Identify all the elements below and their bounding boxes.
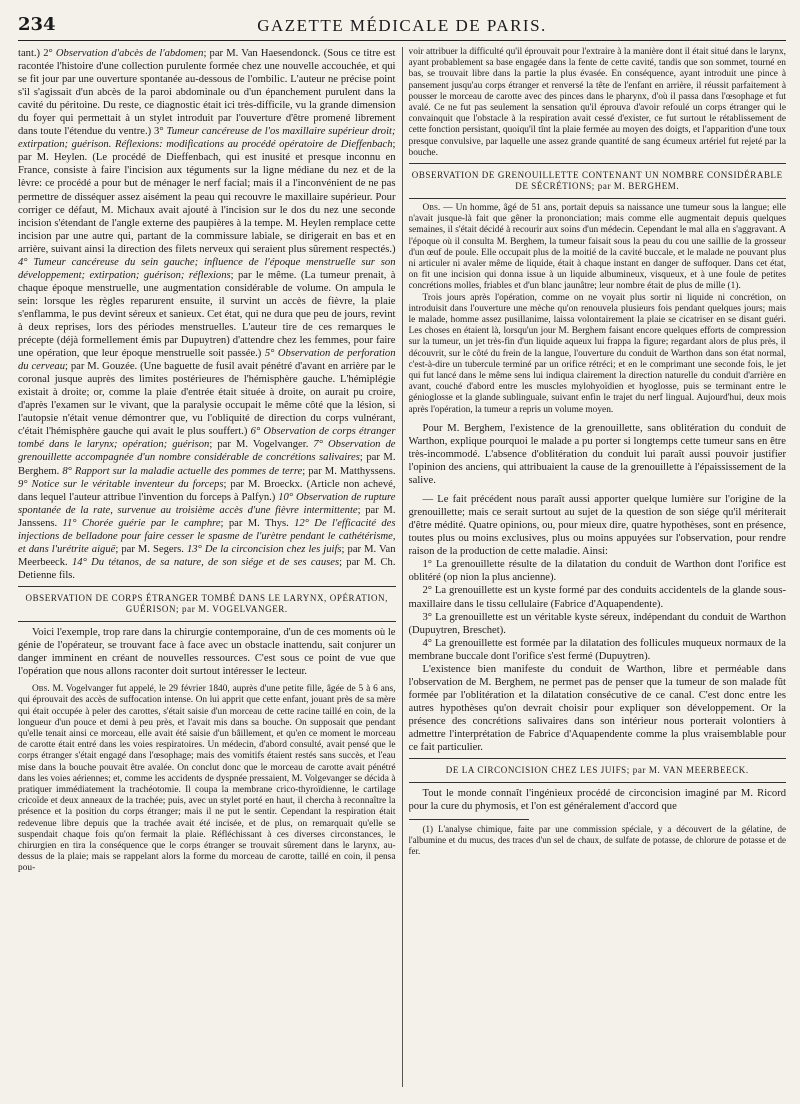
commentary-paragraph: Pour M. Berghem, l'existence de la grenouillette, sans oblitération du conduit de Warthon, explique pourquoi le malade a pu porter si longtemps cette tumeur sans en être très-incommodé. L'absence d'oblitération du conduit lui paraît aussi pouvoir justifier l'opinion des anciens, qui attribuaient la cause de la grenouillette à l'épaississement de la salive. (408, 422, 786, 487)
footnote-rule (409, 819, 529, 820)
observation-paragraph: Obs. — Un homme, âgé de 51 ans, portait depuis sa naissance une tumeur sous la langue; elle n'avait jusque-là fait que gêner la prononciation; mais comme elle augmentait depuis quelques semaines, il s'était décidé à recourir aux soins d'un médecin. Cependant le mal alla en s'aggravant. A l'époque où il consulta M. Berghem, la tumeur faisait sous la peau du cou une saillie de la grosseur d'un œuf de poule. Elle occupait plus de la moitié de la cavité buccale, et le malade ne pouvant plus ni articuler ni avaler même de liquide, était à chaque instant en danger de suffoquer. Dans cet état, on fit une incision qui donna issue à un liquide albumineux, visqueux, et à une foule de petites concrétions molles, friables et d'un blanc jaunâtre; leur nombre était de plus de mille (1). (408, 203, 786, 292)
article-summary-list: tant.) 2° Observation d'abcès de l'abdomen; par M. Van Haesendonck. (Sous ce titre est racontée l'histoire d'une collection purulente formée chez une nouvelle accouchée, et qui se fit jour par une ouverture spontanée au-dessous de l'ombilic. L'auteur ne précise point s'il s'agissait d'un abcès de la paroi abdominale ou d'un épanchement purulent dans la cavité du péritoine. Du reste, ce diagnostic était ici très-difficile, vu la grande dimension du foyer qui permettait à un stylet introduit par l'ouverture d'être promené librement dans toute l'étendue du ventre.) 3° Tumeur cancéreuse de l'os maxillaire supérieur droit; extirpation; guérison. Réflexions: modifications au procédé opératoire de Dieffenbach; par M. Heylen. (Le procédé de Dieffenbach, qui est inusité et presque inconnu en France, consiste à faire l'incision aux téguments sur la ligne médiane du nez et de la lèvre: ce procédé a pour but de ménager le nerf facial; mais il a l'inconvénient de ne pas permettre de disséquer assez aisément la peau qui recouvre le maxillaire supérieur. Pour corriger ce défaut, M. Michaux avait ajouté à l'incision sur le dos du nez une seconde incision s'étendant de l'angle externe des paupières à la tempe. M. Heylen remplace cette incision par une autre qui, partant de la commissure labiale, se dirigerait en bas et en arrière, suivant ainsi la direction des filets nerveux qui seraient plus sûrement respectés.) 4° Tumeur cancéreuse du sein gauche; influence de l'époque menstruelle sur son développement; extirpation; guérison; réflexions; par le même. (La tumeur prenait, à chaque époque menstruelle, une augmentation considérable de volume. On ampula le sein: lorsque les règles reparurent ensuite, il survint un accès de fièvre, la plaie s'enflamma, le pus devint séreux et sanieux. Cet état, qui ne dura que peu de jours, revint à deux reprises, lors des périodes menstruelles. L'auteur tire de ces remarques le précepte (déjà formellement émis par Dupuytren) d'attendre chez les femmes, pour faire une opération, que leur époque menstruelle soit passée.) 5° Observation de perforation du cerveau; par M. Gouzée. (Une baguette de fusil avait pénétré d'avant en arrière par le coronal jusque auprès des limites postérieures de l'hémisphère gauche. L'hémiplégie existait à droite; or, comme la plaie d'entrée était située à droite, on aurait pu croire, d'après l'examen sur le vivant, que la paralysie occupait le même côté que la lésion, si l'autopsie n'était venue démontrer que, vu l'obliquité de direction du corps vulnérant, c'était l'hémisphère gauche qui avait le plus souffert.) 6° Observation de corps étranger tombé dans le larynx; opération; guérison; par M. Vogelvanger. 7° Observation de grenouillette accompagnée d'un nombre considérable de concrétions salivaires; par M. Berghem. 8° Rapport sur la maladie actuelle des pommes de terre; par M. Matthyssens. 9° Notice sur le véritable inventeur du forceps; par M. Broeckx. (Article non achevé, dans lequel l'auteur attribue l'invention du forceps à Palfyn.) 10° Observation de rupture spontanée de la rate, survenue au troisième accès d'une fièvre intermittente; par M. Janssens. 11° Chorée guérie par le camphre; par M. Thys. 12° De l'efficacité des injections de belladone pour faire cesser le spasme de l'urètre pendant le cathétérisme, et dans l'urétrite aiguë; par M. Segers. 13° De la circoncision chez les juifs; par M. Van Meerbeeck. 14° Du tétanos, de sa nature, de son siége et de ses causes; par M. Ch. Detienne fils. (18, 48, 396, 581)
section-divider (409, 782, 787, 783)
commentary-paragraph: — Le fait précédent nous paraît aussi apporter quelque lumière sur l'origine de la grenouillette; mais ce serait surtout au sujet de la question de son siége qu'il mériterait d'être médité. Quatre opinions, ou, pour mieux dire, quatre hypothèses, sont en présence, toutes plus ou moins exclusives, plus ou moins appuyées sur l'observation, pour rendre raison de la production de cette maladie. Ainsi: (408, 494, 786, 558)
commentary-paragraph: L'existence bien manifeste du conduit de Warthon, libre et perméable dans l'observation de M. Berghem, ne permet pas de penser que la tumeur de son malade fût formée par l'oblitération et la dilatation consécutive de ce canal. C'est donc entre les autres hypothèses qu'on devrait choisir pour expliquer son développement. Or la présence des concrétions salivaires dans son intérieur nous porterait volontiers à admettre l'interprétation de Fabrice d'Aquapendente comme la plus vraisemblable pour ce fait particulier. (408, 663, 786, 754)
observation-paragraph: Trois jours après l'opération, comme on ne voyait plus sortir ni liquide ni concrétion, on introduisit dans l'ouverture une mèche qu'on renouvela plusieurs fois pendant quelques jours; mais le malade, homme assez pusillanime, laissa volontairement la plaie se cicatriser en se disant guéri. Les choses en étaient là, lorsqu'un jour M. Berghem faisant encore quelques efforts de compression sur la tumeur, un jet très-fin d'un liquide aqueux lui frappa la figure; regardant alors de plus près, il découvrit, sur le côté du frein de la langue, l'ouverture du conduit de Warthon dans son état normal, c'est-à-dire un tubercule terminé par un orifice rétréci; et en le comprimant une seconde fois, le jet qui fut lancé dans le même sens lui indiqua clairement la direction naturelle du conduit d'arrière en avant, couché d'abord entre les muscles mylohyoïdien et hyoglosse, puis se terminant entre le génioglosse et la glande sublinguale, suivant enfin le trajet du nerf lingual. Aujourd'hui, deux mois après l'opération, la tumeur a repris un volume moyen. (408, 292, 786, 415)
left-column (18, 47, 403, 1087)
section-divider (409, 198, 787, 199)
section-heading-grenouillette: OBSERVATION DE GRENOUILLETTE CONTENANT UN NOMBRE CONSIDÉRABLE DE SÉCRÉTIONS; par M. BERGHEM. (411, 170, 783, 192)
footnote: (1) L'analyse chimique, faite par une commission spéciale, y a découvert de la gélatine, de l'albumine et du mucus, des traces d'un sel de chaux, de sulfate de potasse, de chlorure de potasse et de fer. (408, 824, 786, 857)
hypothesis-item: 2° La grenouillette est un kyste formé par des conduits accidentels de la glande sous-maxillaire dans le tissu cellulaire (Fabrice d'Aquapendente). (408, 585, 786, 610)
right-column (409, 47, 787, 1087)
section-heading-foreign-body: OBSERVATION DE CORPS ÉTRANGER TOMBÉ DANS LE LARYNX, OPÉRATION, GUÉRISON; par M. VOGELVANGER. (25, 592, 388, 614)
section-heading-circumcision: DE LA CIRCONCISION CHEZ LES JUIFS; par M. VAN MEERBEECK. (445, 765, 749, 776)
observation-paragraph: Obs. M. Vogelvanger fut appelé, le 29 février 1840, auprès d'une petite fille, âgée de 5 à 6 ans, qui éprouvait des accès de suffocation intense. On lui apprit que cette enfant, jouant près de sa mère qui était occupée à peler des carottes, s'était saisie d'un morceau de cette racine taillé en coin, de la longueur d'un pouce et demi à peu près, et l'avait mis dans sa bouche. On supposait que pendant qu'elle tenait ainsi ce morceau, elle avait été saisie d'un bâillement, et qu'en ce moment le morceau de carotte était entré dans les voies respiratoires. Un médecin, d'abord consulté, avait pensé que le corps étranger s'était engagé dans l'œsophage; mais des vomitifs étaient restés sans succès, et l'eau mise dans la bouche pouvait être avalée. On conclut donc que le morceau de carotte avait pénétré dans les voies aériennes; et, comme les accidents de dyspnée pressaient, M. Volgevanger se décida à pratiquer immédiatement la trachéotomie. Il coupa la membrane crico-thyroïdienne, le cartilage cricoïde et deux anneaux de la trachée; puis, avec un stylet porté en haut, il chercha à reconnaître la présence et la position du corps étranger; mais il ne put le sentir. Cependant la respiration était redevenue libre depuis que la trachée avait été incisée, et de plus, on remarquait qu'elle se suspendait chaque fois qu'on fermait la plaie. Réfléchissant à ces diverses circonstances, le chirurgien en tira la conséquence que le corps étranger se trouvait sûrement dans le larynx, au-dessus de la plaie; mais se rappelant alors la forme du morceau de carotte, taillé en coin, il pensa pou- (18, 684, 396, 874)
page-header (18, 14, 786, 41)
journal-title: GAZETTE MÉDICALE DE PARIS. (257, 16, 547, 35)
hypothesis-item: 3° La grenouillette est un véritable kyste séreux, indépendant du conduit de Warthon (Dupuytren, Breschet). (408, 611, 786, 636)
columns (18, 47, 786, 1087)
section-divider (18, 621, 396, 622)
observation-continued: voir attribuer la difficulté qu'il éprouvait pour l'extraire à la manière dont il était situé dans le larynx, ayant probablement sa base engagée dans la fente de cette cavité, tandis que son sommet, tourné en bas, se trouvait libre dans la partie la plus évasée. En conséquence, ayant introduit une pince à pansement jusqu'au corps étranger et renversé la tête de l'enfant en arrière, il réussit parfaitement à pousser le morceau de carotte avec des pinces dans le pharynx, d'où il passa dans l'œsophage et fut avalé. Ce ne fut pas seulement la sensation qu'il éprouva d'avoir refoulé un corps étranger qui le convainquit que l'obstacle à la respiration avait cessé d'exister, ce fut surtout le rétablissement de cette fonction persistant, quoiqu'il tînt la plaie fermée au moyen des doigts, et l'apparition d'une toux presque convulsive, par laquelle une assez grande quantité de sang écumeux artériel fut rejeté par la bouche. (408, 47, 786, 158)
hypothesis-item: 4° La grenouillette est formée par la dilatation des follicules muqueux normaux de la membrane buccale dont l'orifice s'est fermé (Dupuytren). (408, 637, 786, 662)
intro-paragraph: Voici l'exemple, trop rare dans la chirurgie contemporaine, d'un de ces moments où le génie de l'opérateur, se trouvant face à face avec un obstacle inattendu, sait conjurer un danger imminent en créant de nouvelles ressources. C'est sous ce point de vue que l'opération que nous allons raconter doit surtout intéresser le lecteur. (18, 626, 396, 678)
page-number: 234 (18, 14, 56, 35)
commentary-paragraph: Tout le monde connaît l'ingénieux procédé de circoncision imaginé par M. Ricord pour la cure du phymosis, et l'on est généralement d'accord que (408, 788, 786, 813)
section-divider (18, 586, 396, 587)
section-divider (409, 163, 787, 164)
hypothesis-item: 1° La grenouillette résulte de la dilatation du conduit de Warthon dont l'orifice est oblitéré (op nion la plus ancienne). (408, 559, 786, 584)
section-divider (409, 758, 787, 759)
